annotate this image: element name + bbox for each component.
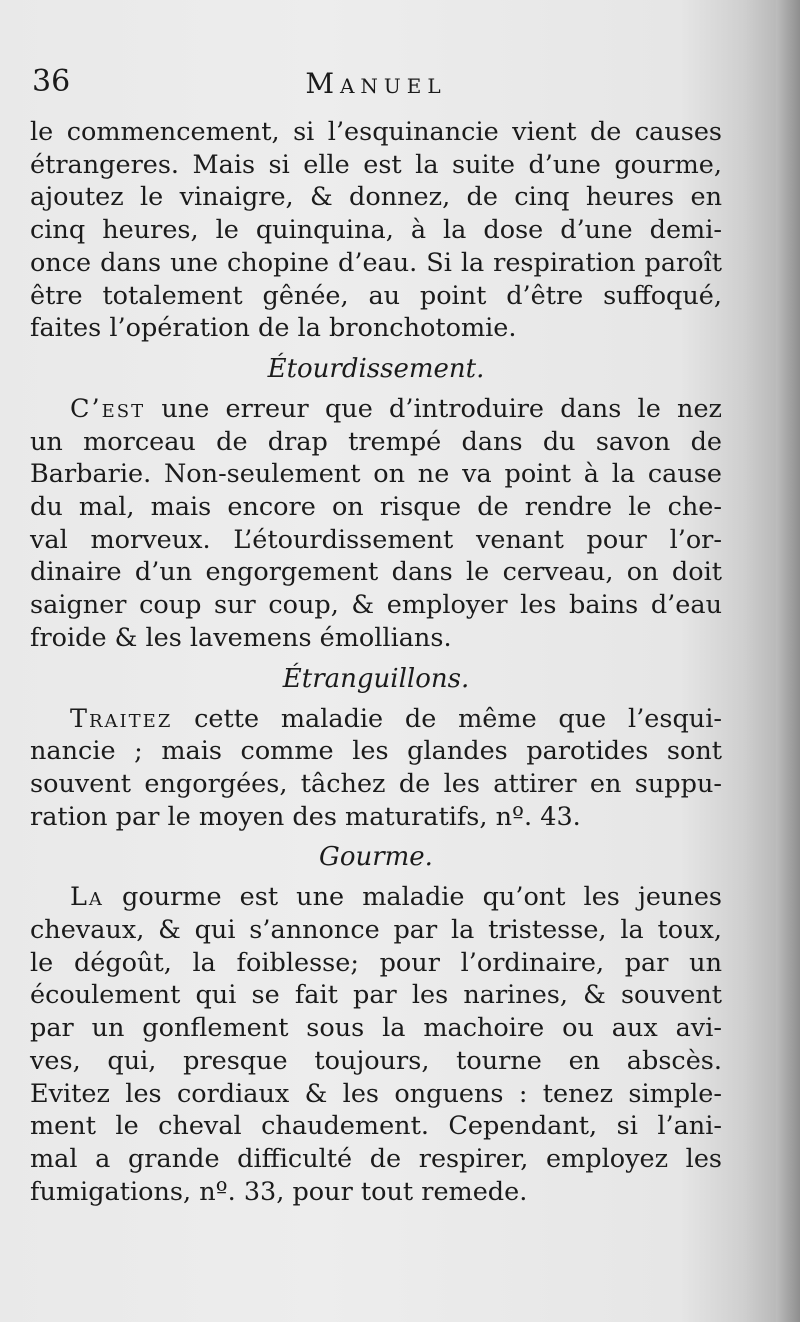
text-line: once dans une chopine d’eau. Si la respiration paroît: [30, 247, 722, 278]
text-line: La gourme est une maladie qu’ont les jeunes: [70, 882, 722, 913]
text-line: par un gonflement sous la machoire ou aux avi-: [30, 1013, 722, 1044]
text-line: du mal, mais encore on risque de rendre le che-: [30, 492, 722, 523]
text-line: ves, qui, presque toujours, tourne en abscès.: [30, 1045, 722, 1076]
text-line: Evitez les cordiaux & les onguens : tenez simple-: [30, 1078, 722, 1109]
running-title: Manuel: [305, 67, 447, 100]
text-line: ment le cheval chaudement. Cependant, si l’ani-: [30, 1111, 722, 1142]
page-text-block: [30, 66, 722, 1208]
section-paragraph-gourme: [30, 881, 722, 1208]
text-line: cinq heures, le quinquina, à la dose d’une demi-: [30, 215, 722, 246]
text-line: val morveux. L’étourdissement venant pour l’or-: [30, 524, 722, 555]
section-paragraph-etranguillons: [30, 703, 722, 834]
text-line: le dégoût, la foiblesse; pour l’ordinaire, par un: [30, 947, 722, 978]
text-line: un morceau de drap trempé dans du savon de: [30, 426, 722, 457]
text-line: ration par le moyen des maturatifs, nº. 43.: [30, 801, 581, 832]
section-heading-etourdissement: Étourdissement.: [267, 353, 485, 384]
lead-word: C’est: [70, 393, 146, 424]
text-line: Traitez cette maladie de même que l’esqui-: [70, 703, 722, 734]
text-line: Barbarie. Non-seulement on ne va point à la cause: [30, 459, 722, 490]
page-header: [30, 66, 722, 116]
book-spine-shadow: [776, 0, 800, 1322]
text-line: le commencement, si l’esquinancie vient de causes: [30, 117, 722, 147]
text-line: froide & les lavemens émollians.: [30, 622, 452, 653]
text-line: faites l’opération de la bronchotomie.: [30, 313, 517, 344]
section-heading-etranguillons: Étranguillons.: [282, 663, 470, 694]
intro-paragraph: [30, 116, 722, 345]
lead-word: Traitez: [70, 703, 173, 734]
text-line: étrangeres. Mais si elle est la suite d’une gourme,: [30, 149, 722, 180]
text-line: nancie ; mais comme les glandes parotides sont: [30, 736, 722, 767]
section-paragraph-etourdissement: [30, 393, 722, 655]
text-line: mal a grande difficulté de respirer, employez les: [30, 1143, 722, 1174]
section-heading-gourme: Gourme.: [319, 842, 433, 873]
text-line: fumigations, nº. 33, pour tout remede.: [30, 1176, 528, 1207]
text-line: ajoutez le vinaigre, & donnez, de cinq heures en: [30, 182, 722, 213]
text-line: souvent engorgées, tâchez de les attirer en suppu-: [30, 768, 722, 799]
text-line: chevaux, & qui s’annonce par la tristesse, la toux,: [30, 915, 722, 946]
text-line: C’est une erreur que d’introduire dans le nez: [70, 393, 722, 424]
text-line: saigner coup sur coup, & employer les bains d’eau: [30, 590, 722, 621]
text-line: dinaire d’un engorgement dans le cerveau, on doit: [30, 557, 722, 588]
lead-word: La: [70, 882, 104, 913]
page-number: 36: [32, 64, 71, 99]
text-line: écoulement qui se fait par les narines, & souvent: [30, 980, 722, 1011]
text-line: être totalement gênée, au point d’être suffoqué,: [30, 280, 722, 311]
